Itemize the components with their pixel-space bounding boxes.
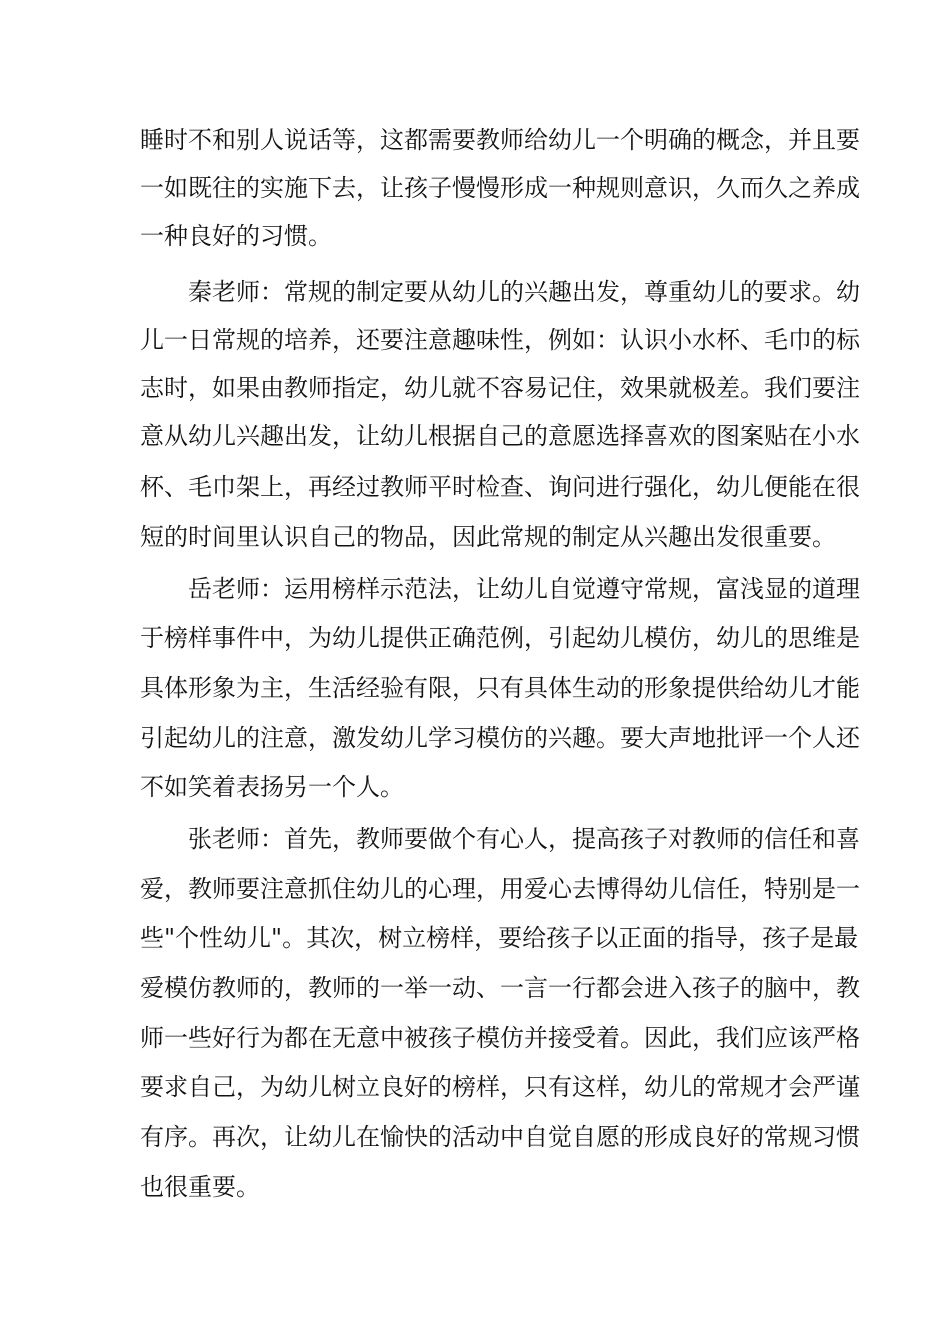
paragraph-4-line-8: 也很重要。 [140,1173,260,1201]
paragraph-1-line-1: 睡时不和别人说话等，这都需要教师给幼儿一个明确的概念，并且要 [140,126,860,154]
paragraph-3-line-2: 于榜样事件中，为幼儿提供正确范例，引起幼儿模仿，幼儿的思维是 [140,624,860,652]
paragraph-2-line-6: 短的时间里认识自己的物品，因此常规的制定从兴趣出发很重要。 [140,523,836,551]
paragraph-1-line-2: 一如既往的实施下去，让孩子慢慢形成一种规则意识，久而久之养成 [140,174,860,202]
paragraph-3-line-1: 岳老师：运用榜样示范法，让幼儿自觉遵守常规，富浅显的道理 [188,575,860,603]
paragraph-4-line-6: 要求自己，为幼儿树立良好的榜样，只有这样，幼儿的常规才会严谨 [140,1073,860,1101]
paragraph-4-line-3: 些"个性幼儿"。其次，树立榜样，要给孩子以正面的指导，孩子是最 [140,924,859,952]
paragraph-3-line-3: 具体形象为主，生活经验有限，只有具体生动的形象提供给幼儿才能 [140,674,860,702]
paragraph-2-line-4: 意从幼儿兴趣出发，让幼儿根据自己的意愿选择喜欢的图案贴在小水 [140,422,860,450]
paragraph-4-line-7: 有序。再次，让幼儿在愉快的活动中自觉自愿的形成良好的常规习惯 [140,1123,860,1151]
paragraph-3-line-4: 引起幼儿的注意，激发幼儿学习模仿的兴趣。要大声地批评一个人还 [140,724,860,752]
paragraph-2-line-3: 志时，如果由教师指定，幼儿就不容易记住，效果就极差。我们要注 [140,374,860,402]
paragraph-4-line-1: 张老师：首先，教师要做个有心人，提高孩子对教师的信任和喜 [188,825,860,853]
paragraph-4-line-4: 爱模仿教师的，教师的一举一动、一言一行都会进入孩子的脑中，教 [140,974,860,1002]
paragraph-1-line-3: 一种良好的习惯。 [140,222,332,250]
paragraph-4-line-5: 师一些好行为都在无意中被孩子模仿并接受着。因此，我们应该严格 [140,1024,860,1052]
paragraph-2-line-2: 儿一日常规的培养，还要注意趣味性，例如：认识小水杯、毛巾的标 [140,326,860,354]
paragraph-2-line-1: 秦老师：常规的制定要从幼儿的兴趣出发，尊重幼儿的要求。幼 [188,278,860,306]
paragraph-4-line-2: 爱，教师要注意抓住幼儿的心理，用爱心去博得幼儿信任，特别是一 [140,875,860,903]
paragraph-2-line-5: 杯、毛巾架上，再经过教师平时检查、询问进行强化，幼儿便能在很 [140,473,860,501]
paragraph-3-line-5: 不如笑着表扬另一个人。 [140,773,404,801]
